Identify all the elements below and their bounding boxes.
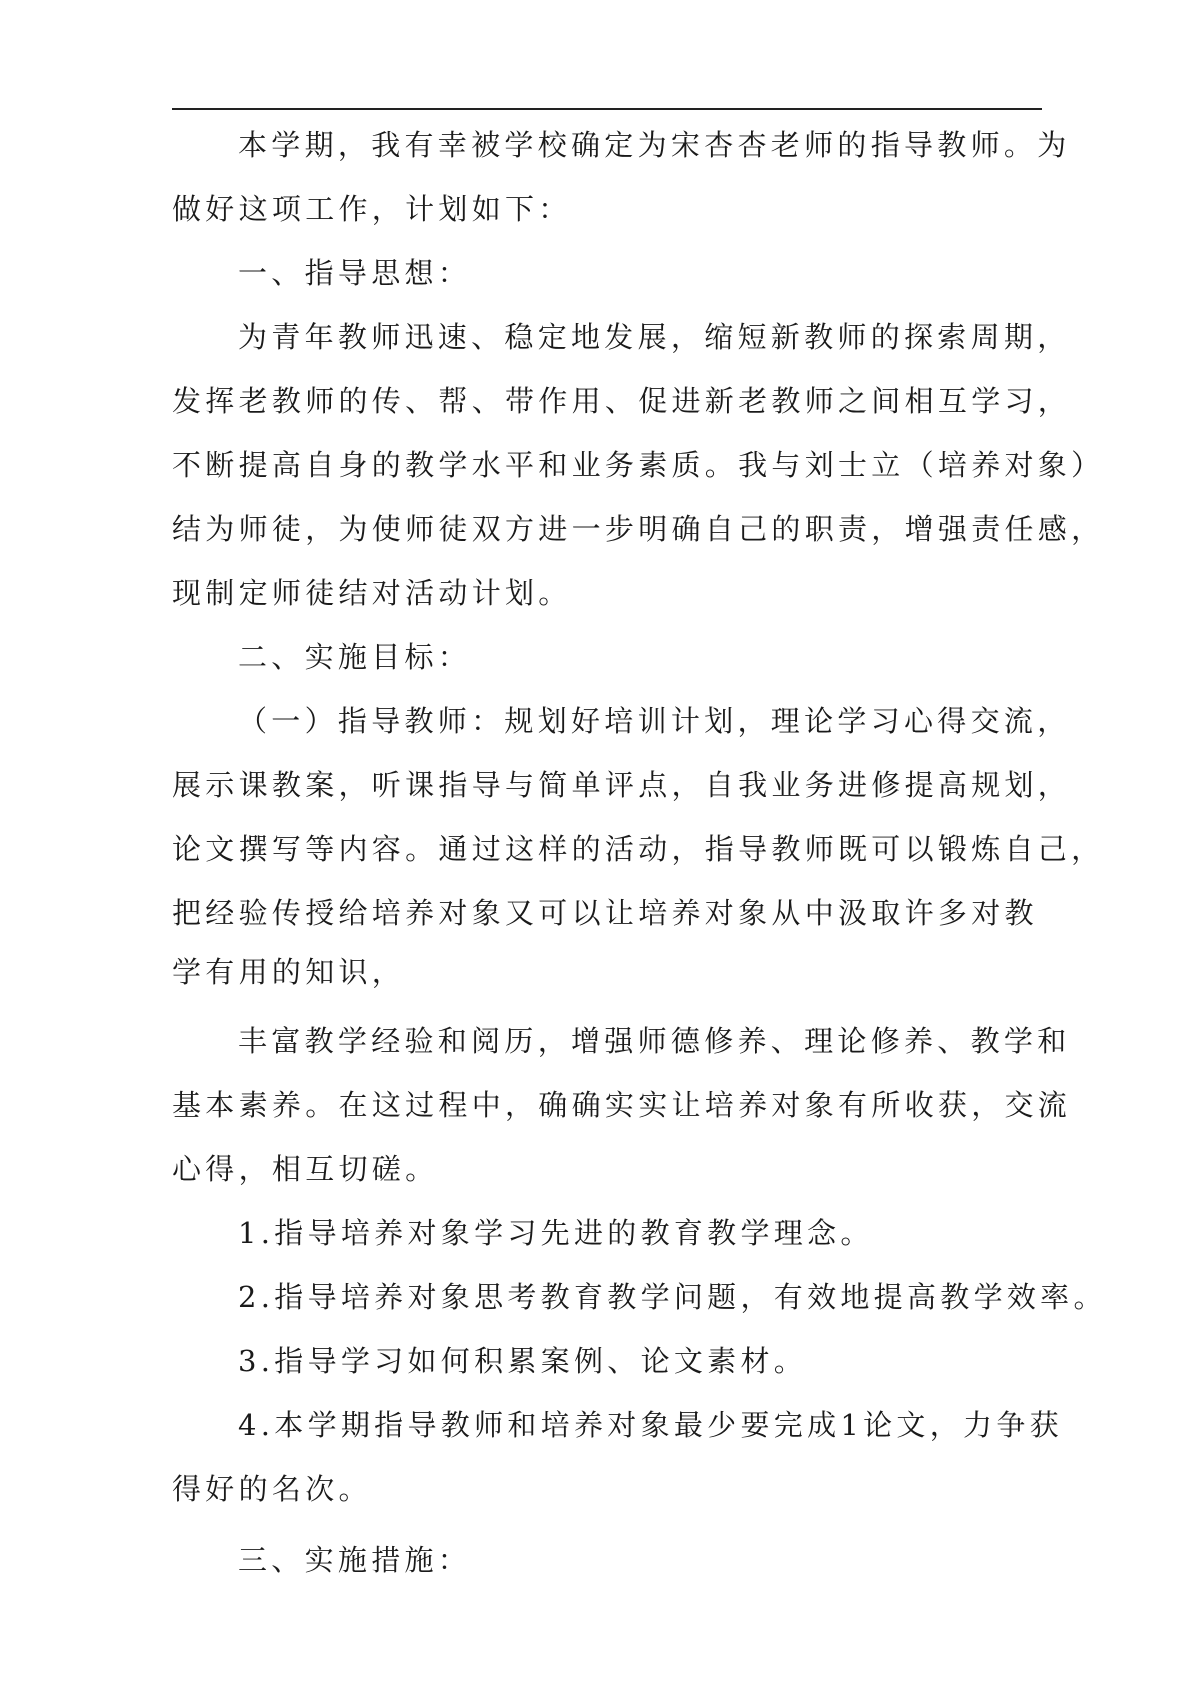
section-heading: 二、实施目标： [238,640,472,674]
paragraph-line: 做好这项工作，计划如下： [172,192,572,226]
paragraph-line: 现制定师徒结对活动计划。 [172,576,572,610]
list-item: 得好的名次。 [172,1472,372,1506]
list-item: 1.指导培养对象学习先进的教育教学理念。 [238,1216,874,1250]
paragraph-line: 把经验传授给培养对象又可以让培养对象从中汲取许多对教 [172,896,1038,930]
list-item: 3.指导学习如何积累案例、论文素材。 [238,1344,808,1378]
paragraph-line: 基本素养。在这过程中，确确实实让培养对象有所收获，交流 [172,1088,1072,1122]
section-heading: 三、实施措施： [238,1543,472,1577]
paragraph-line: 为青年教师迅速、稳定地发展，缩短新教师的探索周期， [238,320,1071,354]
section-heading: 一、指导思想： [238,256,472,290]
paragraph-line: 展示课教案，听课指导与简单评点，自我业务进修提高规划， [172,768,1072,802]
paragraph-line: （一）指导教师：规划好培训计划，理论学习心得交流， [238,704,1071,738]
paragraph-line: 学有用的知识， [172,955,406,989]
list-item: 2.指导培养对象思考教育教学问题，有效地提高教学效率。 [238,1280,1107,1314]
paragraph-line: 本学期，我有幸被学校确定为宋杏杏老师的指导教师。为 [238,128,1071,162]
paragraph-line: 不断提高自身的教学水平和业务素质。我与刘士立（培养对象） [172,448,1105,482]
paragraph-line: 心得，相互切磋。 [172,1152,439,1186]
paragraph-line: 结为师徒，为使师徒双方进一步明确自己的职责，增强责任感， [172,512,1105,546]
paragraph-line: 丰富教学经验和阅历，增强师德修养、理论修养、教学和 [238,1024,1071,1058]
paragraph-line: 发挥老教师的传、帮、带作用、促进新老教师之间相互学习， [172,384,1072,418]
paragraph-line: 论文撰写等内容。通过这样的活动，指导教师既可以锻炼自己， [172,832,1105,866]
list-item: 4.本学期指导教师和培养对象最少要完成1论文，力争获 [238,1408,1063,1442]
header-rule [172,108,1042,110]
